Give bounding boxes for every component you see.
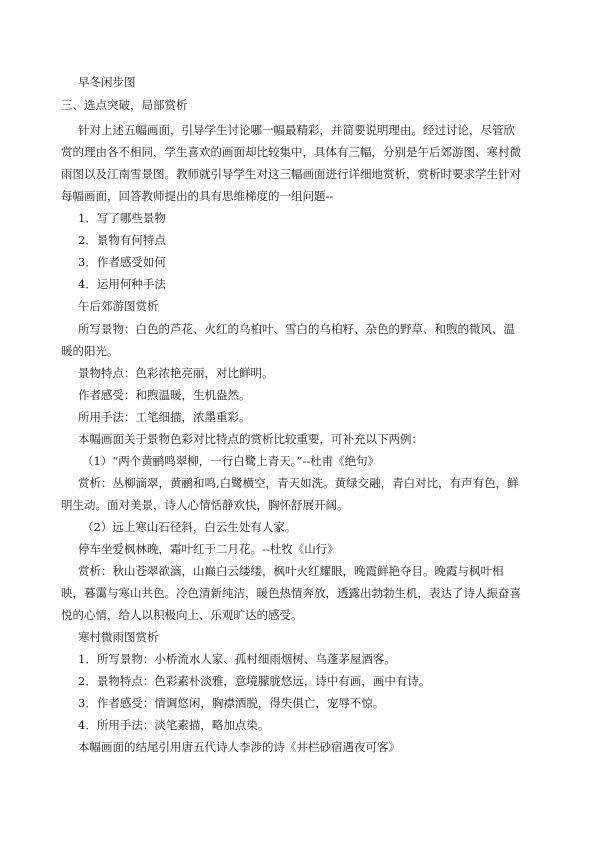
- list-item: 4．所用手法：淡笔素描，略加点染。: [78, 718, 270, 732]
- list-item: 3．作者感受：情调悠闲，胸襟洒脱，得失俱亡，宠辱不惊。: [78, 696, 385, 710]
- paragraph-line: 本幅画面的结尾引用唐五代诗人李涉的诗《井栏砂宿遇夜可客》: [78, 740, 400, 754]
- paragraph-line: 作者感受：和煦温暖，生机盎然。: [78, 388, 251, 402]
- paragraph-line: 本幅画面关于景物色彩对比特点的赏析比较重要，可补充以下两例：: [78, 432, 423, 446]
- paragraph-line: 赏析：丛柳滴翠，黄鹂和鸣,白鹭横空，青天如洗。黄绿交融，青白对比，有声有色，鲜: [78, 476, 519, 490]
- paragraph-line: 暖的阳光。: [61, 344, 119, 358]
- list-item: 2．景物有何特点: [78, 233, 166, 247]
- paragraph-line: 每幅画面，回答教师提出的具有思维梯度的一组问题--: [61, 189, 334, 203]
- paragraph-line: 针对上述五幅画面，引导学生讨论哪一幅最精彩，并简要说明理由。经过讨论，尽管欣: [78, 123, 515, 137]
- paragraph-line: 所用手法：工笔细描，浓墨重彩。: [78, 410, 251, 424]
- subheading-afternoon-outing: 午后郊游图赏析: [78, 299, 159, 313]
- paragraph-line: 所写景物：白色的芦花、火红的乌桕叶、雪白的乌桕籽、杂色的野草、和煦的微风、温: [78, 322, 515, 336]
- section-heading-3: 三、选点突破，局部赏析: [61, 98, 188, 112]
- paragraph-line: 映，暮霭与寒山共色。冷色清新纯洁，暖色热情奔放，透露出勃勃生机，表达了诗人振奋喜: [61, 586, 521, 600]
- paragraph-line: 景物特点：色彩浓艳亮丽，对比鲜明。: [78, 366, 274, 380]
- paragraph-line: 明生动。面对美景，诗人心情恬静欢快，胸怀舒展开阔。: [61, 498, 349, 512]
- example-quote-2: （2）远上寒山石径斜，白云生处有人家。: [82, 520, 297, 534]
- paragraph-line: 悦的心情，给人以积极向上、乐观旷达的感受。: [61, 608, 303, 622]
- subheading-cold-village: 寒村微雨图赏析: [78, 630, 159, 644]
- paragraph-line: 赏的理由各不相同，学生喜欢的画面却比较集中，具体有三幅，分别是午后郊游图、寒村微: [61, 145, 521, 159]
- example-quote-1: （1）“两个黄鹂鸣翠柳，一行白鹭上青天。”--杜甫《绝句》: [82, 454, 380, 468]
- list-item: 2．景物特点：色彩素朴淡雅，意境朦胧悠远，诗中有画，画中有诗。: [78, 674, 431, 688]
- list-item: 4．运用何种手法: [78, 277, 166, 291]
- example-quote-2-line2: 停车坐爱枫林晚，霜叶红于二月花。--杜牧《山行》: [78, 542, 339, 556]
- list-item: 3．作者感受如何: [78, 255, 166, 269]
- heading-early-winter: 早冬闲步图: [78, 75, 136, 89]
- list-item: 1．写了哪些景物: [78, 211, 166, 225]
- list-item: 1．所写景物：小桥流水人家、孤村细雨烟树、乌蓬茅屋酒客。: [78, 652, 396, 666]
- paragraph-line: 赏析：秋山苍翠欲滴，山巅白云缕缕，枫叶火红耀眼，晚霞鲜艳夺目。晚霞与枫叶相: [78, 564, 504, 578]
- paragraph-line: 雨图以及江南雪景图。教师就引导学生对这三幅画面进行详细地赏析，赏析时要求学生针对: [61, 167, 521, 181]
